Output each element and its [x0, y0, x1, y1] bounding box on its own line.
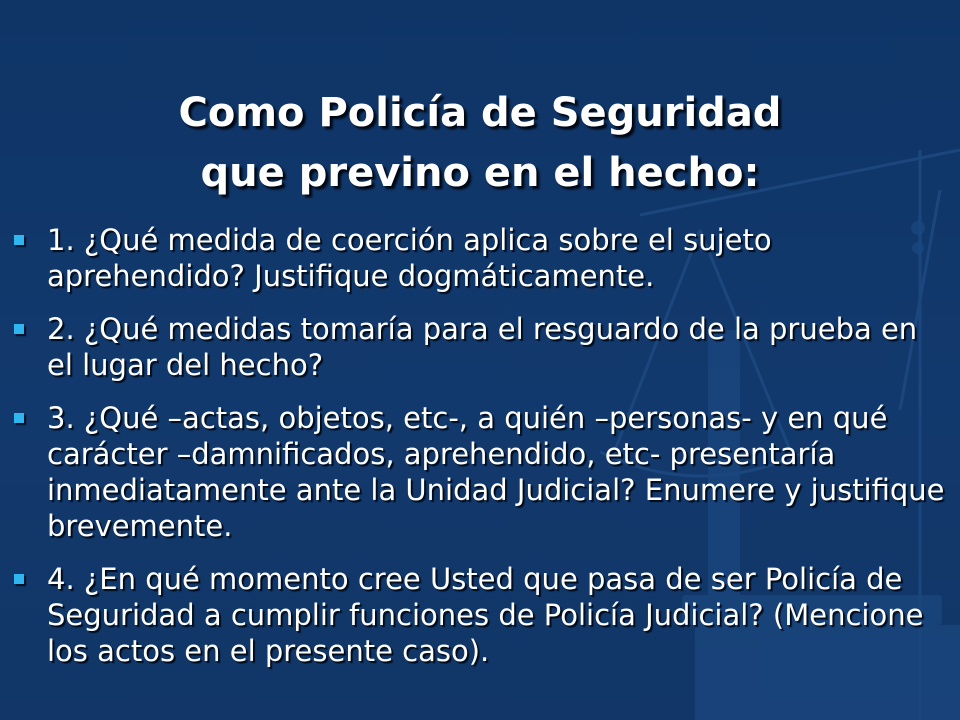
question-text-3: 3. ¿Qué –actas, objetos, etc-, a quién –personas- y en qué carácter –damnificados, aprehendido, etc- presentaría inmediatamente ante la Unidad Judicial? Enumere y justifique brevemente.	[47, 401, 945, 543]
square-bullet-icon	[14, 574, 24, 584]
title-line-1: Como Policía de Seguridad	[178, 89, 782, 136]
question-item-4	[14, 561, 949, 669]
question-list	[14, 222, 949, 686]
slide-title	[0, 83, 960, 203]
square-bullet-icon	[14, 413, 24, 423]
question-item-3	[14, 400, 949, 544]
square-bullet-icon	[14, 235, 24, 245]
title-line-2: que previno en el hecho:	[200, 149, 760, 196]
question-item-1	[14, 222, 949, 294]
question-item-2	[14, 311, 949, 383]
question-text-1: 1. ¿Qué medida de coerción aplica sobre el sujeto aprehendido? Justifique dogmáticamente.	[47, 223, 772, 293]
question-text-2: 2. ¿Qué medidas tomaría para el resguardo de la prueba en el lugar del hecho?	[47, 312, 918, 382]
square-bullet-icon	[14, 324, 24, 334]
question-text-4: 4. ¿En qué momento cree Usted que pasa de ser Policía de Seguridad a cumplir funciones de Policía Judicial? (Mencione los actos en el presente caso).	[47, 562, 924, 668]
